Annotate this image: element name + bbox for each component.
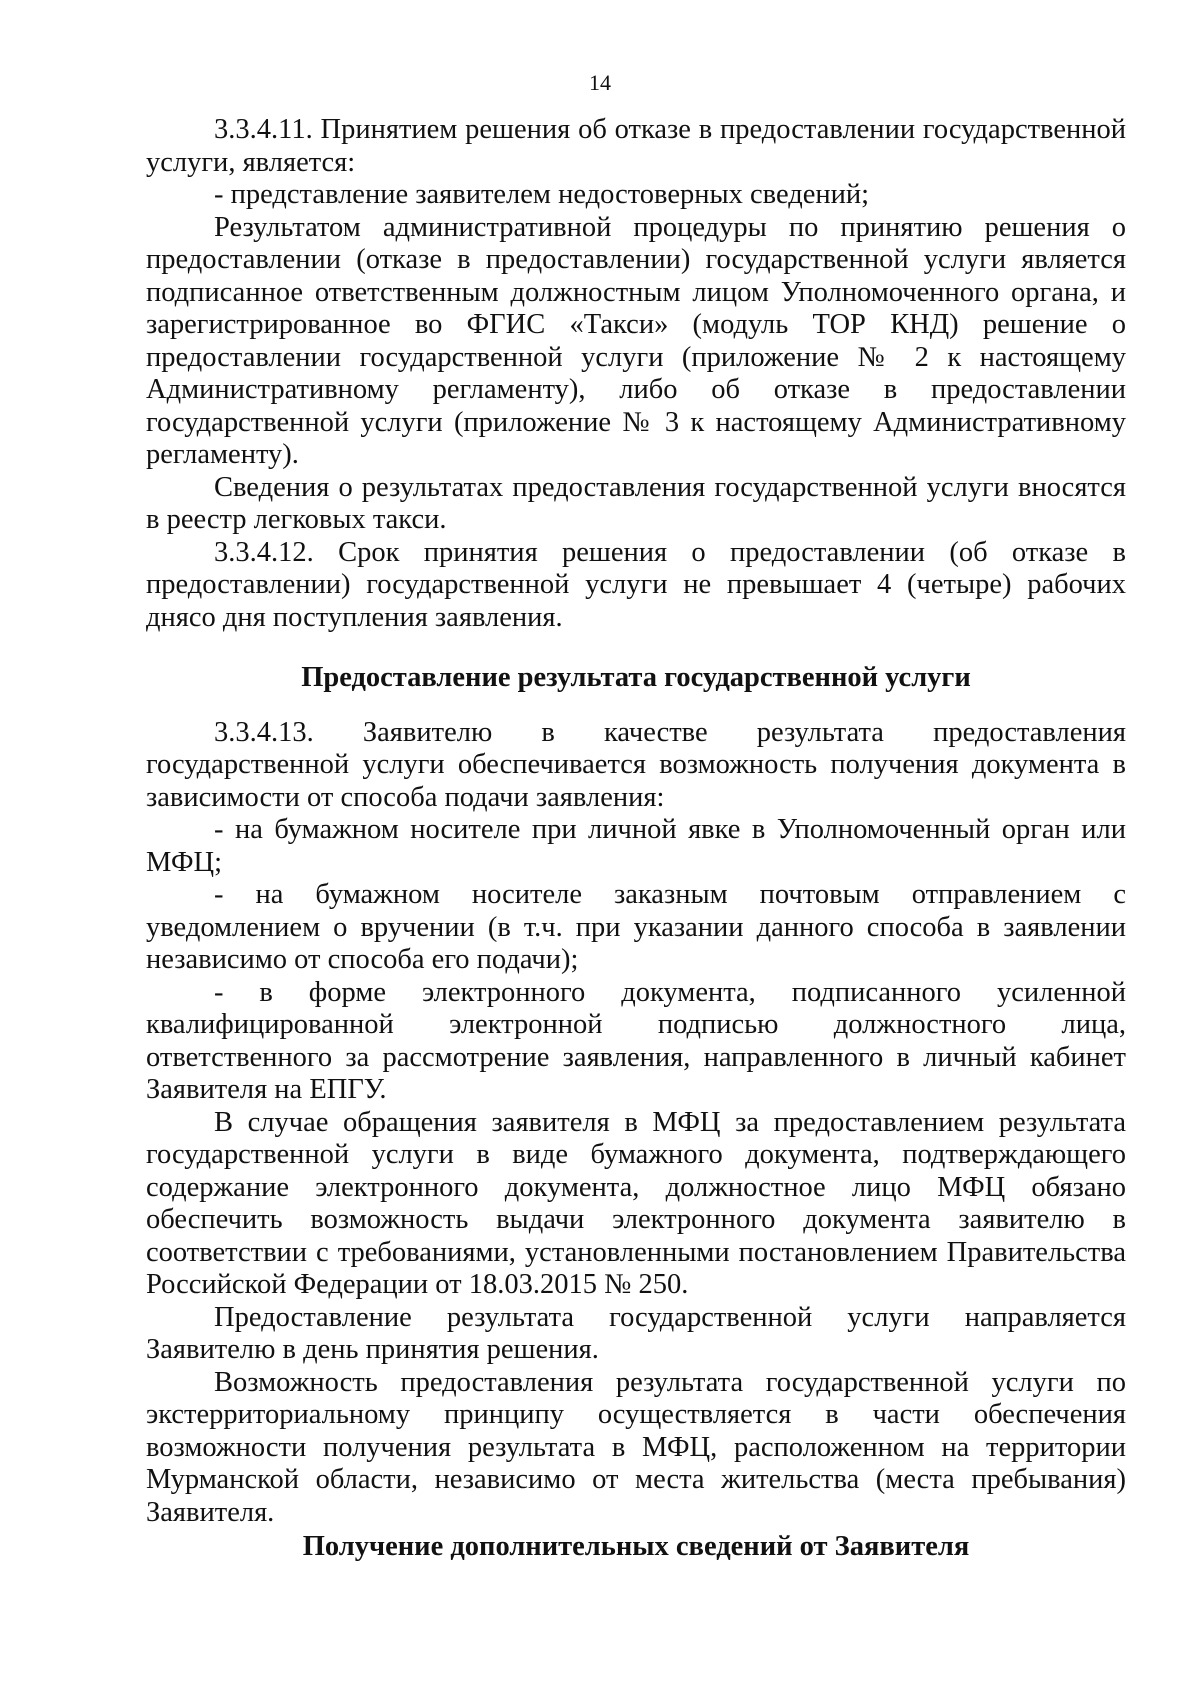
paragraph-3-3-4-13: 3.3.4.13. Заявителю в качестве результата предоставления государственной услуги обеспечивается возможность получения документа в зависимости от способа подачи заявления: <box>146 716 1126 813</box>
paragraph-3-3-4-12: 3.3.4.12. Срок принятия решения о предоставлении (об отказе в предоставлении) государственной услуги не превышает 4 (четыре) рабочих днясо дня поступления заявления. <box>146 536 1126 633</box>
paragraph-3-3-4-11: 3.3.4.11. Принятием решения об отказе в предоставлении государственной услуги, является: <box>146 114 1126 178</box>
paragraph-procedure-result: Результатом административной процедуры по принятию решения о предоставлении (отказе в предоставлении) государственной услуги является подписанное ответственным должностным лицом Уполномоченного органа, и зарегистрированное во ФГИС «Такси» (модуль ТОР КНД) решение о предоставлении государственной услуги (приложение № 2 к настоящему Административному регламенту), либо об отказе в предоставлении государственной услуги (приложение № 3 к настоящему Административному регламенту). <box>146 211 1126 470</box>
section-heading-additional-info: Получение дополнительных сведений от Заявителя <box>302 1531 970 1562</box>
list-item-electronic: - в форме электронного документа, подписанного усиленной квалифицированной электронной подписью должностного лица, ответственного за рассмотрение заявления, направленного в личный кабинет Заявителя на ЕПГУ. <box>146 976 1126 1105</box>
list-item-unreliable-info: - представление заявителем недостоверных сведений; <box>214 179 870 210</box>
paragraph-extraterritorial: Возможность предоставления результата государственной услуги по экстерриториальному принципу осуществляется в части обеспечения возможности получения результата в МФЦ, расположенном на территории Мурманской области, независимо от места жительства (места пребывания) Заявителя. <box>146 1366 1126 1528</box>
list-item-paper-by-mail: - на бумажном носителе заказным почтовым отправлением с уведомлением о вручении (в т.ч. при указании данного способа в заявлении независимо от способа его подачи); <box>146 879 1126 975</box>
page-number: 14 <box>589 70 611 95</box>
paragraph-taxi-registry: Сведения о результатах предоставления государственной услуги вносятся в реестр легковых такси. <box>146 471 1126 535</box>
paragraph-result-day: Предоставление результата государственной услуги направляется Заявителю в день принятия решения. <box>146 1301 1126 1365</box>
paragraph-mfc-request: В случае обращения заявителя в МФЦ за предоставлением результата государственной услуги в виде бумажного документа, подтверждающего содержание электронного документа, должностное лицо МФЦ обязано обеспечить возможность выдачи электронного документа заявителю в соответствии с требованиями, установленными постановлением Правительства Российской Федерации от 18.03.2015 № 250. <box>146 1106 1126 1300</box>
section-heading-result: Предоставление результата государственной услуги <box>301 662 971 693</box>
list-item-paper-in-person: - на бумажном носителе при личной явке в Уполномоченный орган или МФЦ; <box>146 814 1126 878</box>
document-body <box>146 114 1126 1564</box>
